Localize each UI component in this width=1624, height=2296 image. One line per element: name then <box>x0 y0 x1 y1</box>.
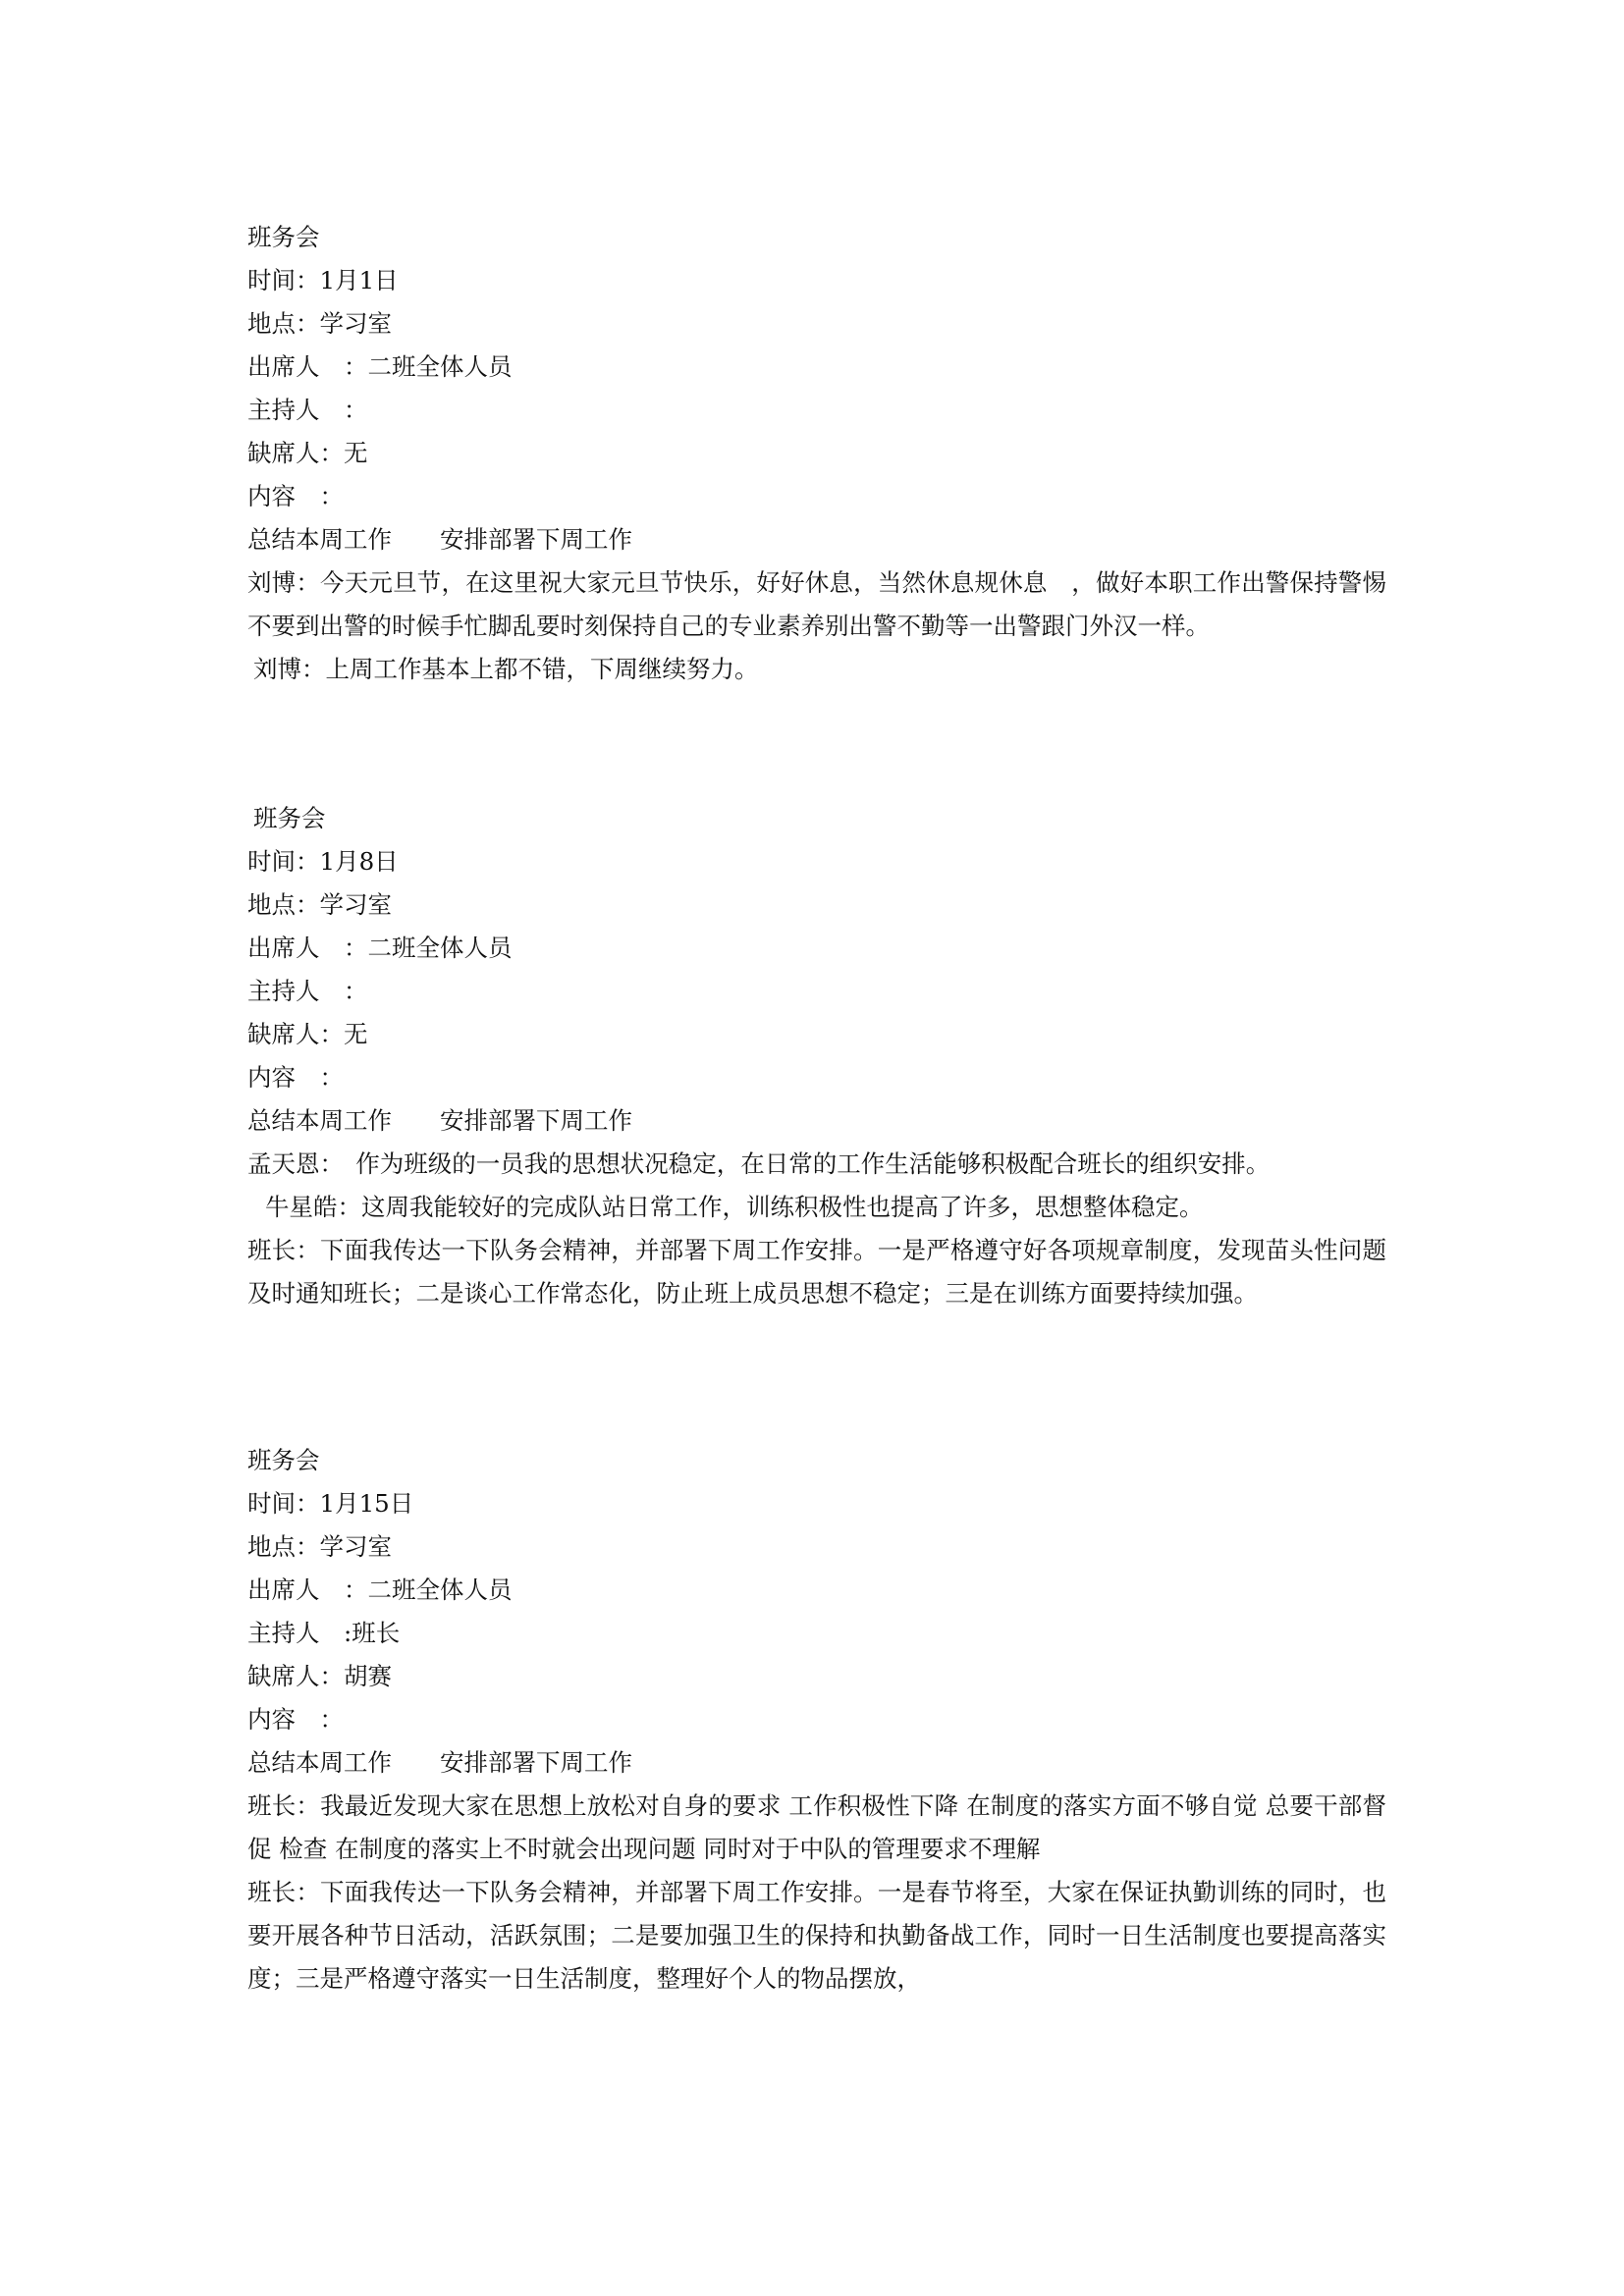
meeting-record-1 <box>247 216 1394 691</box>
meeting-remark: 班长：下面我传达一下队务会精神，并部署下周工作安排。一是严格遵守好各项规章制度，发现苗头性问题及时通知班长；二是谈心工作常态化，防止班上成员思想不稳定；三是在训练方面要持续加强。 <box>247 1236 1386 1308</box>
meeting-time: 时间：1月15日 <box>247 1489 414 1518</box>
meeting-host: 主持人 ： <box>247 977 368 1005</box>
meeting-agenda: 总结本周工作 安排部署下周工作 <box>247 525 632 554</box>
meeting-location: 地点：学习室 <box>247 890 392 919</box>
meeting-content-label: 内容 ： <box>247 1705 344 1734</box>
meeting-attendees: 出席人 ：二班全体人员 <box>247 934 513 962</box>
meeting-location: 地点：学习室 <box>247 1532 392 1561</box>
meeting-remark: 班长：下面我传达一下队务会精神，并部署下周工作安排。一是春节将至，大家在保证执勤训练的同时，也要开展各种节日活动，活跃氛围；二是要加强卫生的保持和执勤备战工作，同时一日生活制度也要提高落实度；三是严格遵守落实一日生活制度，整理好个人的物品摆放， <box>247 1878 1386 1993</box>
meeting-absent: 缺席人：无 <box>247 1020 368 1048</box>
meeting-record-3 <box>247 1439 1386 2001</box>
meeting-attendees: 出席人 ：二班全体人员 <box>247 352 513 381</box>
section-spacer <box>247 691 1386 797</box>
meeting-agenda: 总结本周工作 安排部署下周工作 <box>247 1748 632 1777</box>
meeting-title: 班务会 <box>247 223 320 251</box>
meeting-location: 地点：学习室 <box>247 309 392 338</box>
meeting-title: 班务会 <box>253 804 326 832</box>
meeting-time: 时间：1月8日 <box>247 847 399 876</box>
document-page <box>247 216 1394 2001</box>
meeting-remark: 刘博：今天元旦节，在这里祝大家元旦节快乐，好好休息，当然休息规休息 ，做好本职工作出警保持警惕 不要到出警的时候手忙脚乱要时刻保持自己的专业素养别出警不勤等一出警跟门外汉一样。 <box>247 568 1394 640</box>
meeting-remark: 班长：我最近发现大家在思想上放松对自身的要求 工作积极性下降 在制度的落实方面不够自觉 总要干部督促 检查 在制度的落实上不时就会出现问题 同时对于中队的管理要求不理解 <box>247 1791 1386 1863</box>
meeting-remark: 刘博：上周工作基本上都不错，下周继续努力。 <box>253 655 759 683</box>
meeting-title: 班务会 <box>247 1446 320 1474</box>
meeting-agenda: 总结本周工作 安排部署下周工作 <box>247 1106 632 1135</box>
meeting-host: 主持人 ： <box>247 396 368 424</box>
meeting-absent: 缺席人：无 <box>247 439 368 467</box>
meeting-absent: 缺席人：胡赛 <box>247 1662 392 1690</box>
meeting-record-2 <box>247 797 1386 1315</box>
meeting-time: 时间：1月1日 <box>247 266 399 294</box>
meeting-host: 主持人 :班长 <box>247 1619 401 1647</box>
meeting-remark: 牛星皓：这周我能较好的完成队站日常工作，训练积极性也提高了许多，思想整体稳定。 <box>265 1193 1204 1221</box>
meeting-attendees: 出席人 ：二班全体人员 <box>247 1575 513 1604</box>
meeting-content-label: 内容 ： <box>247 1063 344 1092</box>
meeting-content-label: 内容 ： <box>247 482 344 510</box>
section-spacer <box>247 1315 1386 1439</box>
meeting-remark: 孟天恩： 作为班级的一员我的思想状况稳定，在日常的工作生活能够积极配合班长的组织安排。 <box>247 1149 1271 1178</box>
